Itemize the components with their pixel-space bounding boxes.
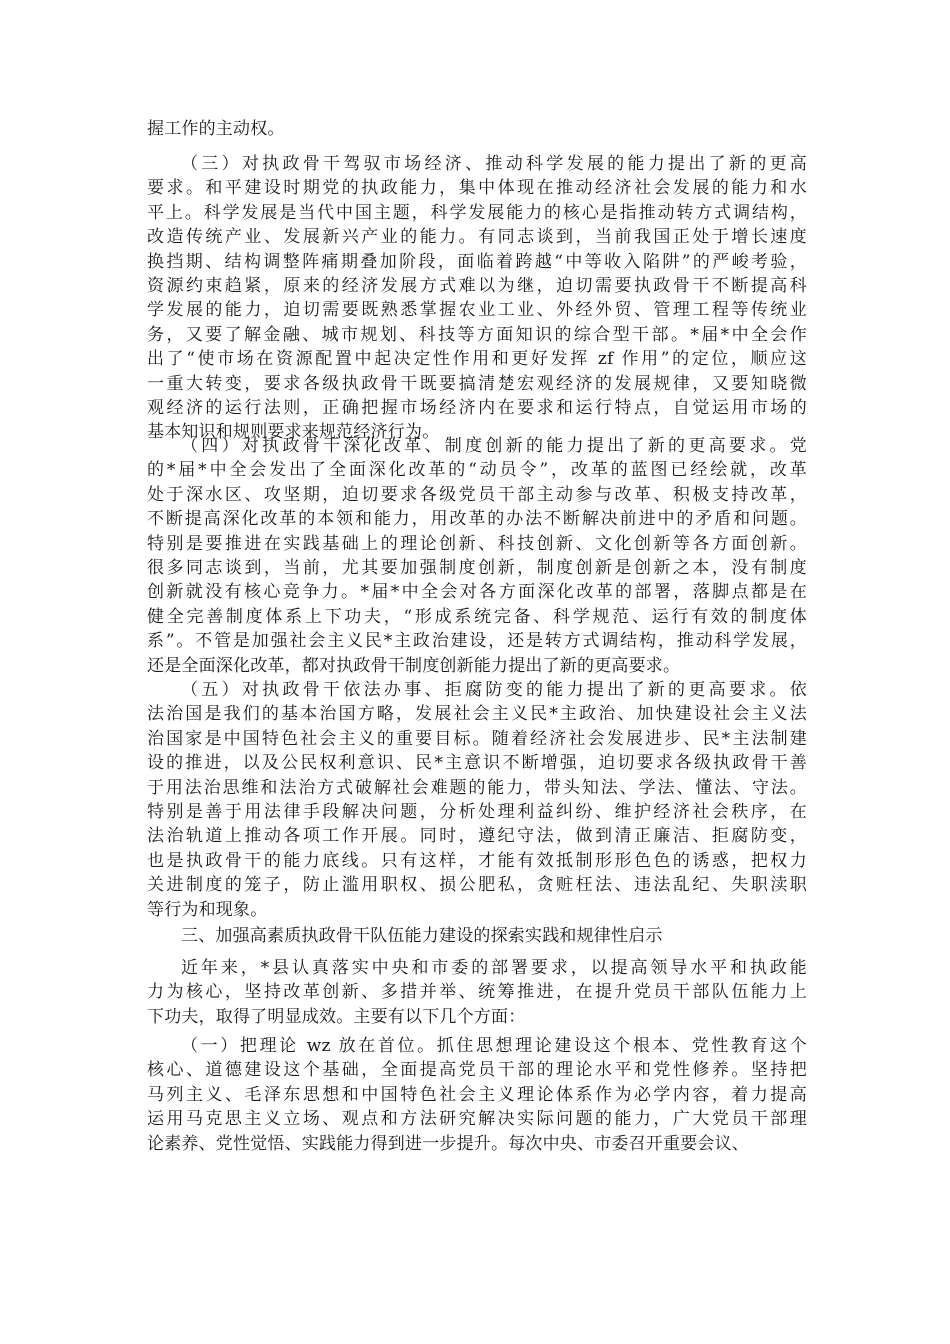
text-line: 关进制度的笼子，防止滥用职权、损公肥私，贪赃枉法、违法乱纪、失职渎职 xyxy=(147,875,807,896)
text-line: 学发展的能力，迫切需要既熟悉掌握农业工业、外经外贸、管理工程等传统业 xyxy=(147,300,807,321)
text-line: 资源约束趋紧，原来的经济发展方式难以为继，迫切需要执政骨干不断提高科 xyxy=(147,276,807,296)
text-line: 健全完善制度体系上下功夫，“形成系统完备、科学规范、运行有效的制度体 xyxy=(147,606,807,627)
text-line: 换挡期、结构调整阵痛期叠加阶段，面临着跨越“中等收入陷阱”的严峻考验， xyxy=(147,251,807,272)
text-line: 出了“使市场在资源配置中起决定性作用和更好发挥 zf 作用”的定位，顺应这 xyxy=(147,349,807,370)
text-line: 等行为和现象。 xyxy=(147,899,268,920)
text-line: 于用法治思维和法治方式破解社会难题的能力，带头知法、学法、懂法、守法。 xyxy=(147,777,807,798)
text-line: 设的推进，以及公民权利意识、民*主意识不断增强，迫切要求各级执政骨干善 xyxy=(147,753,807,774)
text-line: 还是全面深化改革，都对执政骨干制度创新能力提出了新的更高要求。 xyxy=(147,655,681,676)
text-line: （四）对执政骨干深化改革、制度创新的能力提出了新的更高要求。党 xyxy=(181,436,807,456)
text-line: 很多同志谈到，当前，尤其要加强制度创新，制度创新是创新之本，没有制度 xyxy=(147,558,807,578)
text-line: 基本知识和规则要求来规范经济行为。 xyxy=(147,422,440,443)
text-line: 特别是要推进在实践基础上的理论创新、科技创新、文化创新等各方面创新。 xyxy=(147,533,807,554)
text-line: 也是执政骨干的能力底线。只有这样，才能有效抵制形形色色的诱惑，把权力 xyxy=(147,850,807,871)
text-line: 的*届*中全会发出了全面深化改革的“动员令”，改革的蓝图已经绘就，改革 xyxy=(147,460,807,481)
text-line: 特别是善于用法律手段解决问题，分析处理利益纠纷、维护经济社会秩序，在 xyxy=(147,802,807,822)
text-line: （三）对执政骨干驾驭市场经济、推动科学发展的能力提出了新的更高 xyxy=(181,154,807,174)
text-line: 法治轨道上推动各项工作开展。同时，遵纪守法，做到清正廉洁、拒腐防变， xyxy=(147,826,807,847)
text-line: 近年来，*县认真落实中央和市委的部署要求，以提高领导水平和执政能 xyxy=(181,958,807,978)
text-line: 要求。和平建设时期党的执政能力，集中体现在推动经济社会发展的能力和水 xyxy=(147,178,807,199)
text-line: 握工作的主动权。 xyxy=(147,119,285,139)
text-line: 治国家是中国特色社会主义的重要目标。随着经济社会发展进步、民*主法制建 xyxy=(147,728,807,749)
text-line: 一重大转变，要求各级执政骨干既要搞清楚宏观经济的发展规律，又要知晓微 xyxy=(147,373,807,394)
text-line: 三、加强高素质执政骨干队伍能力建设的探索实践和规律性启示 xyxy=(181,926,663,946)
text-line: 力为核心，坚持改革创新、多措并举、统筹推进，在提升党员干部队伍能力上 xyxy=(147,982,807,1003)
text-line: 处于深水区、攻坚期，迫切要求各级党员干部主动参与改革、积极支持改革， xyxy=(147,484,807,505)
text-line: 系”。不管是加强社会主义民*主政治建设，还是转方式调结构，推动科学发展， xyxy=(147,631,807,652)
text-line: 平上。科学发展是当代中国主题，科学发展能力的核心是指推动转方式调结构， xyxy=(147,202,807,223)
text-line: 运用马克思主义立场、观点和方法研究解决实际问题的能力，广大党员干部理 xyxy=(147,1109,807,1130)
text-line: 不断提高深化改革的本领和能力，用改革的办法不断解决前进中的矛盾和问题。 xyxy=(147,509,807,530)
text-line: 务，又要了解金融、城市规划、科技等方面知识的综合型干部。*届*中全会作 xyxy=(147,324,807,345)
text-line: 创新就没有核心竞争力。*届*中全会对各方面深化改革的部署，落脚点都是在 xyxy=(147,582,807,603)
text-line: 核心、道德建设这个基础，全面提高党员干部的理论水平和党性修养。坚持把 xyxy=(147,1060,807,1081)
text-line: 马列主义、毛泽东思想和中国特色社会主义理论体系作为必学内容，着力提高 xyxy=(147,1084,807,1105)
text-line: 观经济的运行法则，正确把握市场经济内在要求和运行特点，自觉运用市场的 xyxy=(147,398,807,418)
text-line: （五）对执政骨干依法办事、拒腐防变的能力提出了新的更高要求。依 xyxy=(181,680,807,700)
text-line: 论素养、党性觉悟、实践能力得到进一步提升。每次中央、市委召开重要会议、 xyxy=(147,1133,749,1154)
text-line: 法治国是我们的基本治国方略，发展社会主义民*主政治、加快建设社会主义法 xyxy=(147,704,807,725)
text-line: 下功夫，取得了明显成效。主要有以下几个方面： xyxy=(147,1006,526,1027)
text-line: （一）把理论 wz 放在首位。抓住思想理论建设这个根本、党性教育这个 xyxy=(181,1036,807,1056)
text-line: 改造传统产业、发展新兴产业的能力。有同志谈到，当前我国正处于增长速度 xyxy=(147,227,807,248)
